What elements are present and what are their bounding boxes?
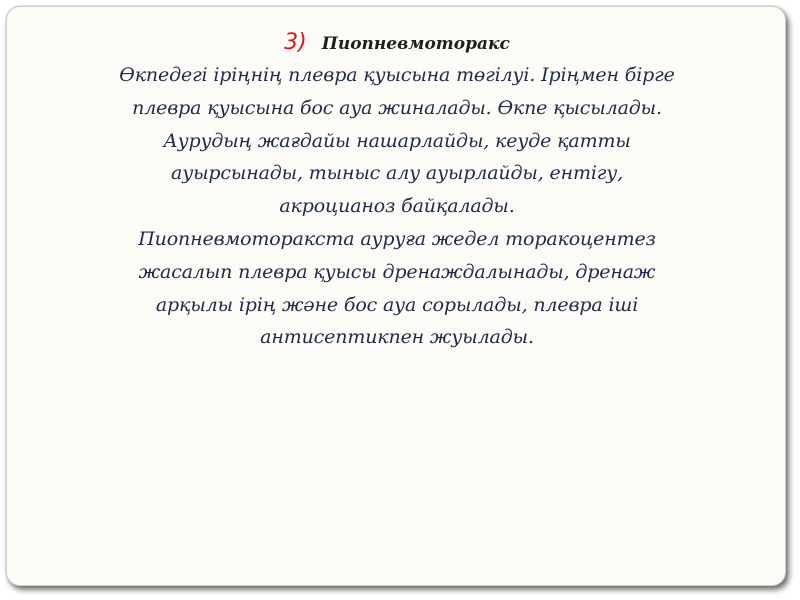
body-line: Аурудың жағдайы нашарлайды, кеуде қатты <box>163 129 631 152</box>
body-line: жасалып плевра қуысы дренаждалынады, дренаж <box>138 260 656 283</box>
slide-text-block <box>47 27 747 354</box>
body-line: Пиопневмоторакста ауруға жедел торакоцентез <box>138 227 656 250</box>
body-line: ауырсынады, тыныс алу ауырлайды, ентігу, <box>171 162 623 185</box>
body-line: акроцианоз байқалады. <box>279 195 515 218</box>
slide-heading <box>47 27 747 59</box>
body-line: Өкпедегі іріңнің плевра қуысына төгілуі. Іріңмен бірге <box>119 64 675 86</box>
heading-title: Пиопневмоторакс <box>321 34 510 54</box>
heading-number: 3) <box>284 30 307 55</box>
body-line: арқылы ірің және бос ауа сорылады, плевра іші <box>155 293 639 316</box>
body-line: плевра қуысына бос ауа жиналады. Өкпе қысылады. <box>132 96 662 119</box>
body-line: антисептикпен жуылады. <box>260 326 534 349</box>
slide-card <box>6 6 786 586</box>
